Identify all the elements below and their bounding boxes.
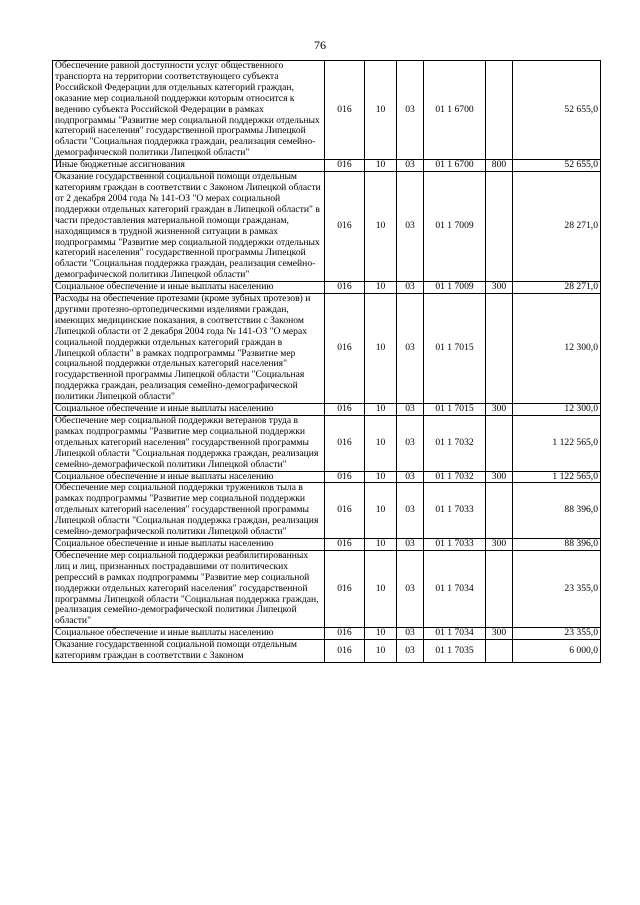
- row-subsection-cell: 03: [397, 550, 424, 627]
- row-section-cell: 10: [365, 471, 397, 483]
- table-row: [53, 483, 601, 539]
- row-section-cell: 10: [365, 160, 397, 172]
- row-amount-cell: 6 000,0: [513, 640, 601, 663]
- row-expense-type-cell: [486, 172, 513, 282]
- row-amount-cell: 1 122 565,0: [513, 471, 601, 483]
- table-row: [53, 416, 601, 472]
- row-name-cell: Социальное обеспечение и иные выплаты населению: [53, 282, 325, 294]
- row-subsection-cell: 03: [397, 416, 424, 472]
- row-amount-cell: 52 655,0: [513, 61, 601, 160]
- row-amount-cell: 28 271,0: [513, 172, 601, 282]
- row-admin-code-cell: 016: [325, 483, 365, 539]
- row-amount-cell: 12 300,0: [513, 404, 601, 416]
- page-number: 76: [314, 38, 326, 52]
- row-target-article-cell: 01 1 7032: [424, 471, 486, 483]
- row-target-article-cell: 01 1 6700: [424, 61, 486, 160]
- row-name-cell: Обеспечение равной доступности услуг общественного транспорта на территории соответствующего субъекта Российской Федерации для отдельных категорий граждан, оказание мер социальной поддержки которым относится к ведению субъекта Российской Федерации в рамках подпрограммы "Развитие мер социальной поддержки отдельных категорий населения" государственной программы Липецкой области "Социальная поддержка граждан, реализация семейно-демографической политики Липецкой области": [53, 61, 325, 160]
- row-subsection-cell: 03: [397, 61, 424, 160]
- row-admin-code-cell: 016: [325, 550, 365, 627]
- row-target-article-cell: 01 1 7015: [424, 294, 486, 404]
- row-target-article-cell: 01 1 6700: [424, 160, 486, 172]
- row-amount-cell: 88 396,0: [513, 483, 601, 539]
- row-admin-code-cell: 016: [325, 628, 365, 640]
- row-subsection-cell: 03: [397, 628, 424, 640]
- row-amount-cell: 23 355,0: [513, 628, 601, 640]
- row-target-article-cell: 01 1 7015: [424, 404, 486, 416]
- row-expense-type-cell: 800: [486, 160, 513, 172]
- row-amount-cell: 23 355,0: [513, 550, 601, 627]
- row-expense-type-cell: 300: [486, 628, 513, 640]
- row-subsection-cell: 03: [397, 294, 424, 404]
- row-expense-type-cell: [486, 61, 513, 160]
- row-section-cell: 10: [365, 538, 397, 550]
- row-admin-code-cell: 016: [325, 471, 365, 483]
- row-name-cell: Оказание государственной социальной помощи отдельным категориям граждан в соответствии с Законом Липецкой области от 2 декабря 2004 года № 141-ОЗ "О мерах социальной поддержки отдельных категорий граждан в Липецкой области" в части предоставления материальной помощи гражданам, находящимся в трудной жизненной ситуации в рамках подпрограммы "Развитие мер социальной поддержки отдельных категорий населения" государственной программы Липецкой области "Социальная поддержка граждан, реализация семейно-демографической политики Липецкой области": [53, 172, 325, 282]
- row-section-cell: 10: [365, 294, 397, 404]
- row-section-cell: 10: [365, 628, 397, 640]
- row-name-cell: Социальное обеспечение и иные выплаты населению: [53, 471, 325, 483]
- row-section-cell: 10: [365, 640, 397, 663]
- budget-table-body: [53, 61, 601, 663]
- row-target-article-cell: 01 1 7009: [424, 172, 486, 282]
- row-amount-cell: 28 271,0: [513, 282, 601, 294]
- row-target-article-cell: 01 1 7033: [424, 538, 486, 550]
- row-name-cell: Социальное обеспечение и иные выплаты населению: [53, 628, 325, 640]
- row-admin-code-cell: 016: [325, 640, 365, 663]
- row-expense-type-cell: 300: [486, 282, 513, 294]
- row-name-cell: Социальное обеспечение и иные выплаты населению: [53, 538, 325, 550]
- row-target-article-cell: 01 1 7009: [424, 282, 486, 294]
- row-admin-code-cell: 016: [325, 294, 365, 404]
- row-subsection-cell: 03: [397, 471, 424, 483]
- row-section-cell: 10: [365, 282, 397, 294]
- table-row: [53, 628, 601, 640]
- row-subsection-cell: 03: [397, 404, 424, 416]
- row-name-cell: Расходы на обеспечение протезами (кроме зубных протезов) и другими протезно-ортопедическими изделиями граждан, имеющих медицинские показания, в соответствии с Законом Липецкой области от 2 декабря 2004 года № 141-ОЗ "О мерах социальной поддержки отдельных категорий граждан в Липецкой области" в рамках подпрограммы "Развитие мер социальной поддержки отдельных категорий населения" государственной программы Липецкой области "Социальная поддержка граждан, реализация семейно-демографической политики Липецкой области": [53, 294, 325, 404]
- table-row: [53, 294, 601, 404]
- table-row: [53, 160, 601, 172]
- row-expense-type-cell: 300: [486, 538, 513, 550]
- row-expense-type-cell: [486, 550, 513, 627]
- row-name-cell: Обеспечение мер социальной поддержки тружеников тыла в рамках подпрограммы "Развитие мер социальной поддержки отдельных категорий населения" государственной программы Липецкой области "Социальная поддержка граждан, реализация семейно-демографической политики Липецкой области": [53, 483, 325, 539]
- row-name-cell: Обеспечение мер социальной поддержки ветеранов труда в рамках подпрограммы "Развитие мер социальной поддержки отдельных категорий населения" государственной программы Липецкой области "Социальная поддержка граждан, реализация семейно-демографической политики Липецкой области": [53, 416, 325, 472]
- row-subsection-cell: 03: [397, 172, 424, 282]
- row-admin-code-cell: 016: [325, 416, 365, 472]
- row-target-article-cell: 01 1 7033: [424, 483, 486, 539]
- row-target-article-cell: 01 1 7032: [424, 416, 486, 472]
- row-section-cell: 10: [365, 61, 397, 160]
- row-name-cell: Иные бюджетные ассигнования: [53, 160, 325, 172]
- row-subsection-cell: 03: [397, 160, 424, 172]
- row-subsection-cell: 03: [397, 640, 424, 663]
- row-section-cell: 10: [365, 483, 397, 539]
- table-row: [53, 404, 601, 416]
- row-admin-code-cell: 016: [325, 160, 365, 172]
- row-amount-cell: 1 122 565,0: [513, 416, 601, 472]
- row-name-cell: Оказание государственной социальной помощи отдельным категориям граждан в соответствии с Законом: [53, 640, 325, 663]
- row-expense-type-cell: 300: [486, 471, 513, 483]
- row-subsection-cell: 03: [397, 282, 424, 294]
- row-expense-type-cell: 300: [486, 404, 513, 416]
- row-name-cell: Обеспечение мер социальной поддержки реабилитированных лиц и лиц, признанных пострадавшими от политических репрессий в рамках подпрограммы "Развитие мер социальной поддержки отдельных категорий населения" государственной программы Липецкой области "Социальная поддержка граждан, реализация семейно-демографической политики Липецкой области": [53, 550, 325, 627]
- row-section-cell: 10: [365, 172, 397, 282]
- table-row: [53, 538, 601, 550]
- row-admin-code-cell: 016: [325, 282, 365, 294]
- budget-table: [52, 60, 601, 663]
- row-name-cell: Социальное обеспечение и иные выплаты населению: [53, 404, 325, 416]
- row-target-article-cell: 01 1 7034: [424, 550, 486, 627]
- row-subsection-cell: 03: [397, 538, 424, 550]
- row-expense-type-cell: [486, 416, 513, 472]
- table-row: [53, 172, 601, 282]
- row-amount-cell: 88 396,0: [513, 538, 601, 550]
- table-row: [53, 282, 601, 294]
- row-target-article-cell: 01 1 7034: [424, 628, 486, 640]
- table-row: [53, 550, 601, 627]
- table-row: [53, 471, 601, 483]
- table-row: [53, 640, 601, 663]
- row-amount-cell: 52 655,0: [513, 160, 601, 172]
- row-section-cell: 10: [365, 404, 397, 416]
- row-admin-code-cell: 016: [325, 404, 365, 416]
- row-target-article-cell: 01 1 7035: [424, 640, 486, 663]
- row-expense-type-cell: [486, 483, 513, 539]
- row-admin-code-cell: 016: [325, 61, 365, 160]
- row-expense-type-cell: [486, 640, 513, 663]
- row-subsection-cell: 03: [397, 483, 424, 539]
- row-admin-code-cell: 016: [325, 172, 365, 282]
- row-section-cell: 10: [365, 550, 397, 627]
- table-row: [53, 61, 601, 160]
- row-amount-cell: 12 300,0: [513, 294, 601, 404]
- row-admin-code-cell: 016: [325, 538, 365, 550]
- row-expense-type-cell: [486, 294, 513, 404]
- row-section-cell: 10: [365, 416, 397, 472]
